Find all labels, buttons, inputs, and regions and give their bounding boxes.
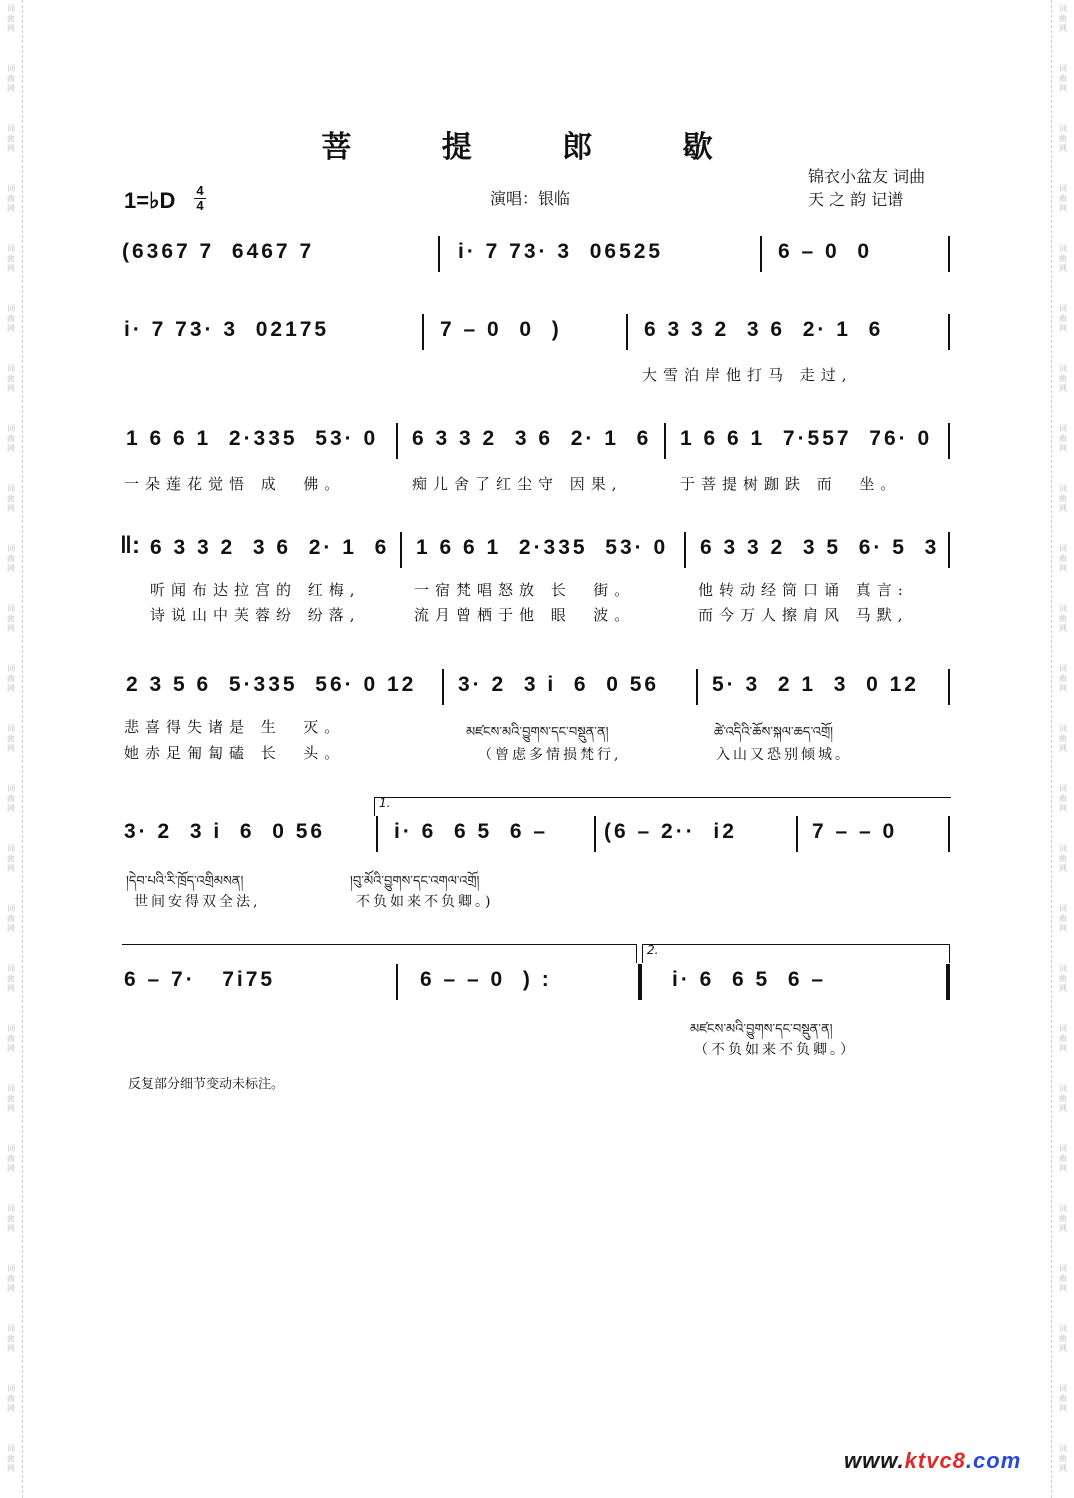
barline xyxy=(948,532,950,568)
site-logo-part: www. xyxy=(844,1448,905,1473)
watermark-stamp: 词 曲 网 xyxy=(7,1384,15,1413)
time-signature xyxy=(194,184,206,213)
measure-17: i· 6 6 5 6 – xyxy=(394,820,549,843)
watermark-stamp: 词 曲 网 xyxy=(1059,184,1067,213)
watermark-stamp: 词 曲 网 xyxy=(7,1324,15,1353)
watermark-stamp: 词 曲 网 xyxy=(1059,1204,1067,1233)
credit-lyrics-music: 锦衣小盆友 词曲 xyxy=(808,167,926,186)
watermark-stamp: 词 曲 网 xyxy=(7,1264,15,1293)
lyric-line: 不负如来不负卿。) xyxy=(356,894,494,910)
measure-5: 7 – 0 0 ) xyxy=(440,318,562,341)
barline xyxy=(948,669,950,705)
tibetan-lyric: །དེབ་པའི་རི་ཁྲོད་འགྲིམསན། xyxy=(126,874,244,889)
watermark-stamp: 词 曲 网 xyxy=(1059,904,1067,933)
watermark-stamp: 词 曲 网 xyxy=(7,844,15,873)
barline xyxy=(684,532,686,568)
watermark-stamp: 词 曲 网 xyxy=(7,1084,15,1113)
barline xyxy=(948,423,950,459)
lyric-line: 他转动经筒口诵 真言: xyxy=(698,581,909,599)
watermark-stamp: 词 曲 网 xyxy=(7,424,15,453)
lyric-line: 听闻布达拉宫的 红梅, xyxy=(150,581,361,599)
barline xyxy=(760,236,762,272)
measure-20: 6 – 7· 7i75 xyxy=(124,968,276,991)
measure-8: 6 3 3 2 3 6 2· 1 6 xyxy=(412,427,652,450)
site-logo xyxy=(844,1448,1021,1474)
score-row-4 xyxy=(0,532,1074,572)
measure-7: 1 6 6 1 2·335 53· 0 xyxy=(126,427,379,450)
measure-19: 7 – – 0 xyxy=(812,820,898,843)
watermark-stamp: 词 曲 网 xyxy=(7,484,15,513)
watermark-stamp: 词 曲 网 xyxy=(7,724,15,753)
watermark-stamp: 词 曲 网 xyxy=(7,1144,15,1173)
barline xyxy=(400,532,402,568)
barline xyxy=(626,314,628,350)
watermark-stamp: 词 曲 网 xyxy=(7,544,15,573)
watermark-stamp: 词 曲 网 xyxy=(7,1444,15,1473)
tibetan-lyric: ཚེ་འདིའི་ཆོས་སྐལ་ཆད་འགྲོ། xyxy=(714,725,834,740)
repeat-span-line xyxy=(122,944,637,963)
watermark-stamp: 词 曲 网 xyxy=(1059,784,1067,813)
lyric-line: 一宿梵唱怒放 长 街。 xyxy=(414,581,636,599)
watermark-stamp: 词 曲 网 xyxy=(7,604,15,633)
watermark-stamp: 词 曲 网 xyxy=(1059,1144,1067,1173)
lyric-line: 于菩提树跏趺 而 坐。 xyxy=(680,475,902,493)
watermark-stamp: 词 曲 网 xyxy=(1059,1264,1067,1293)
measure-12: 6 3 3 2 3 5 6· 5 3 xyxy=(700,536,940,559)
watermark-stamp: 词 曲 网 xyxy=(7,64,15,93)
measure-2: i· 7 73· 3 06525 xyxy=(458,240,664,263)
credit-transcriber: 天 之 韵 记谱 xyxy=(808,190,904,209)
measure-14: 3· 2 3 i 6 0 56 xyxy=(458,673,660,696)
barline xyxy=(396,423,398,459)
watermark-stamp: 词 曲 网 xyxy=(1059,364,1067,393)
watermark-stamp: 词 曲 网 xyxy=(7,364,15,393)
measure-3: 6 – 0 0 xyxy=(778,240,873,263)
watermark-stamp: 词 曲 网 xyxy=(1059,1444,1067,1473)
watermark-stamp: 词 曲 网 xyxy=(1059,1324,1067,1353)
watermark-stamp: 词 曲 网 xyxy=(7,1204,15,1233)
song-title: 菩 提 郎 歇 xyxy=(321,130,753,165)
watermark-stamp: 词 曲 网 xyxy=(1059,1024,1067,1053)
lyric-line: 痴儿舍了红尘守 因果, xyxy=(412,475,623,493)
barline xyxy=(664,423,666,459)
lyric-line: 大雪泊岸他打马 走过, xyxy=(642,366,853,384)
key-signature: 1=♭D xyxy=(124,188,176,213)
volta-bracket-2 xyxy=(642,944,950,963)
measure-4: i· 7 73· 3 02175 xyxy=(124,318,330,341)
watermark-stamp: 词 曲 网 xyxy=(7,904,15,933)
watermark-stamp: 词 曲 网 xyxy=(1059,604,1067,633)
watermark-stamp: 词 曲 网 xyxy=(1059,844,1067,873)
watermark-stamp: 词 曲 网 xyxy=(1059,124,1067,153)
watermark-stamp: 词 曲 网 xyxy=(7,244,15,273)
measure-11: 1 6 6 1 2·335 53· 0 xyxy=(416,536,669,559)
watermark-stamp: 词 曲 网 xyxy=(1059,484,1067,513)
measure-22: i· 6 6 5 6 – xyxy=(672,968,827,991)
lyric-line: （曾虑多情损梵行, xyxy=(478,747,622,763)
measure-13: 2 3 5 6 5·335 56· 0 12 xyxy=(126,673,417,696)
lyric-line: 她赤足匍匐磕 长 头。 xyxy=(124,744,346,762)
score-row-3 xyxy=(0,427,1074,463)
barline xyxy=(442,669,444,705)
watermark-stamp: 词 曲 网 xyxy=(1059,1084,1067,1113)
score-row-7 xyxy=(0,968,1074,1004)
watermark-stamp: 词 曲 网 xyxy=(7,964,15,993)
final-barline xyxy=(946,964,950,1000)
watermark-stamp: 词 曲 网 xyxy=(1059,4,1067,33)
barline xyxy=(396,964,398,1000)
repeat-start-sign: ‖: xyxy=(120,532,140,559)
watermark-stamp: 词 曲 网 xyxy=(7,784,15,813)
footnote: 反复部分细节变动未标注。 xyxy=(128,1077,285,1092)
tibetan-lyric: མཛངས་མའི་བྱུགས་དང་བསྡུན་ན། xyxy=(466,725,609,740)
watermark-stamp: 词 曲 网 xyxy=(7,304,15,333)
watermark-stamp: 词 曲 网 xyxy=(1059,304,1067,333)
watermark-stamp: 词 曲 网 xyxy=(7,4,15,33)
barline xyxy=(594,816,596,852)
measure-15: 5· 3 2 1 3 0 12 xyxy=(712,673,919,696)
barline xyxy=(948,236,950,272)
lyric-line: 悲喜得失诸是 生 灭。 xyxy=(124,718,346,736)
measure-10: 6 3 3 2 3 6 2· 1 6 xyxy=(150,536,390,559)
lyric-line: 而今万人擦肩风 马默, xyxy=(698,606,909,624)
lyric-line: 一朵莲花觉悟 成 佛。 xyxy=(124,475,346,493)
watermark-stamp: 词 曲 网 xyxy=(1059,664,1067,693)
lyric-line: 诗说山中芙蓉纷 纷落, xyxy=(150,606,361,624)
watermark-stamp: 词 曲 网 xyxy=(1059,544,1067,573)
site-logo-part: ktvc8 xyxy=(904,1448,966,1473)
barline xyxy=(696,669,698,705)
barline xyxy=(422,314,424,350)
watermark-stamp: 词 曲 网 xyxy=(1059,964,1067,993)
watermark-stamp: 词 曲 网 xyxy=(1059,64,1067,93)
barline xyxy=(438,236,440,272)
watermark-stamp: 词 曲 网 xyxy=(1059,244,1067,273)
lyric-line: 世间安得双全法, xyxy=(134,894,261,910)
lyric-line: 入山又恐别倾城。 xyxy=(716,747,852,763)
measure-21: 6 – – 0 ) : xyxy=(420,968,552,991)
score-row-6 xyxy=(0,820,1074,856)
measure-1: (6367 7 6467 7 xyxy=(122,240,315,263)
singer-credit: 演唱：银临 xyxy=(490,189,571,208)
score-row-1 xyxy=(0,240,1074,276)
measure-6: 6 3 3 2 3 6 2· 1 6 xyxy=(644,318,884,341)
measure-16: 3· 2 3 i 6 0 56 xyxy=(124,820,326,843)
watermark-stamp: 词 曲 网 xyxy=(1059,1384,1067,1413)
lyric-line: 流月曾栖于他 眼 波。 xyxy=(414,606,636,624)
watermark-stamp: 词 曲 网 xyxy=(7,1024,15,1053)
watermark-stamp: 词 曲 网 xyxy=(7,184,15,213)
volta-label: 2. xyxy=(647,943,659,957)
tibetan-lyric: མཛངས་མའི་བྱུགས་དང་བསྡུན་ན། xyxy=(690,1022,833,1037)
tibetan-lyric: །བུ་མོའི་བྱུགས་དང་འགལ་འགྲོ། xyxy=(350,874,480,889)
barline xyxy=(948,314,950,350)
meter-bottom: 4 xyxy=(196,198,204,213)
watermark-stamp: 词 曲 网 xyxy=(1059,424,1067,453)
watermark-stamp: 词 曲 网 xyxy=(7,664,15,693)
watermark-stamp: 词 曲 网 xyxy=(7,124,15,153)
barline xyxy=(948,816,950,852)
watermark-stamp: 词 曲 网 xyxy=(1059,724,1067,753)
score-row-5 xyxy=(0,673,1074,709)
score-row-2 xyxy=(0,318,1074,354)
meter-top: 4 xyxy=(194,184,206,199)
volta-bracket-1 xyxy=(374,797,951,816)
site-logo-part: .com xyxy=(965,1448,1022,1473)
barline xyxy=(376,816,378,852)
volta-label: 1. xyxy=(379,796,391,810)
measure-18: (6 – 2·· i2 xyxy=(604,820,737,843)
measure-9: 1 6 6 1 7·557 76· 0 xyxy=(680,427,933,450)
barline xyxy=(796,816,798,852)
lyric-line: （不负如来不负卿。） xyxy=(694,1042,857,1058)
repeat-end-barline xyxy=(638,964,642,1000)
